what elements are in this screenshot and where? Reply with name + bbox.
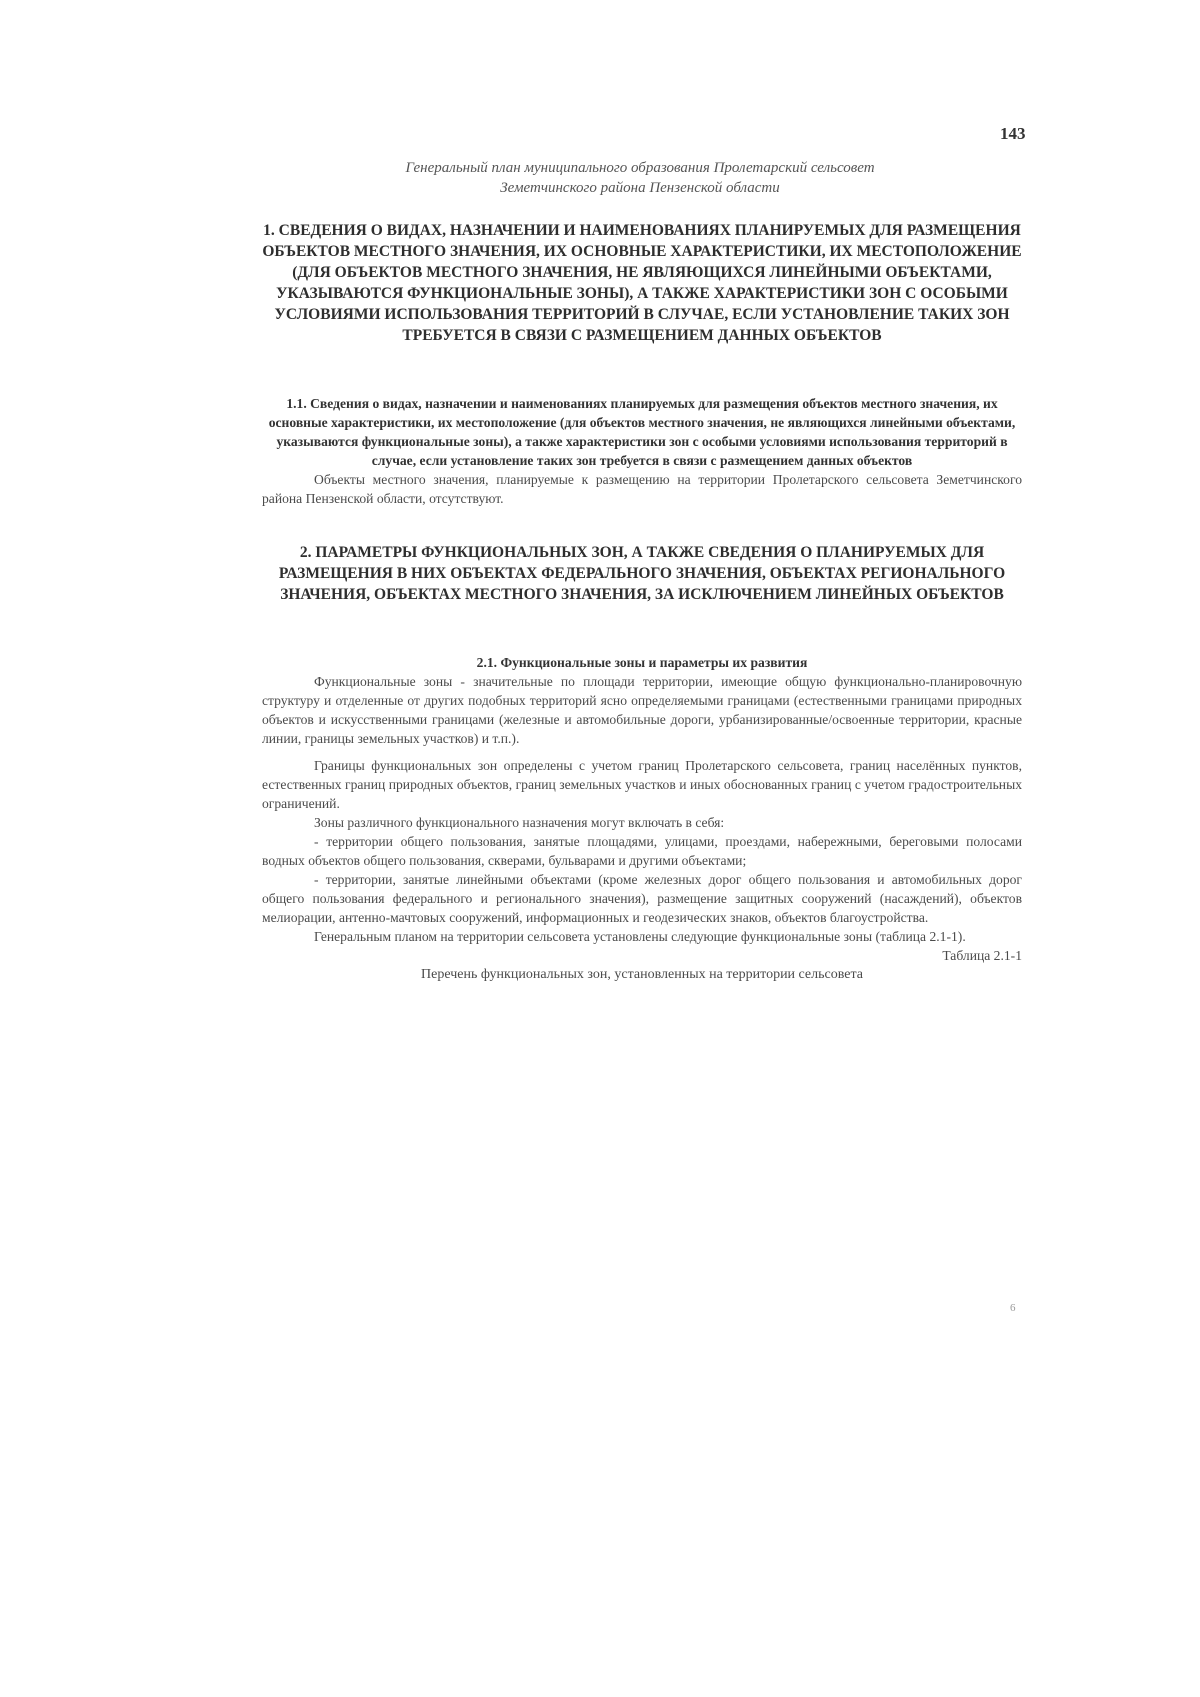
table-label: Таблица 2.1-1 <box>942 948 1022 963</box>
section-1-title: 1. СВЕДЕНИЯ О ВИДАХ, НАЗНАЧЕНИИ И НАИМЕНОВАНИЯХ ПЛАНИРУЕМЫХ ДЛЯ РАЗМЕЩЕНИЯ ОБЪЕКТОВ МЕСТНОГО ЗНАЧЕНИЯ, ИХ ОСНОВНЫЕ ХАРАКТЕРИСТИКИ, ИХ МЕСТОПОЛОЖЕНИЕ (ДЛЯ ОБЪЕКТОВ МЕСТНОГО ЗНАЧЕНИЯ, НЕ ЯВЛЯЮЩИХСЯ ЛИНЕЙНЫМИ ОБЪЕКТАМИ, УКАЗЫВАЮТСЯ ФУНКЦИОНАЛЬНЫЕ ЗОНЫ), А ТАКЖЕ ХАРАКТЕРИСТИКИ ЗОН С ОСОБЫМИ УСЛОВИЯМИ ИСПОЛЬЗОВАНИЯ ТЕРРИТОРИЙ В СЛУЧАЕ, ЕСЛИ УСТАНОВЛЕНИЕ ТАКИХ ЗОН ТРЕБУЕТСЯ В СВЯЗИ С РАЗМЕЩЕНИЕМ ДАННЫХ ОБЪЕКТОВ <box>262 222 1022 344</box>
section-2-title: 2. ПАРАМЕТРЫ ФУНКЦИОНАЛЬНЫХ ЗОН, А ТАКЖЕ СВЕДЕНИЯ О ПЛАНИРУЕМЫХ ДЛЯ РАЗМЕЩЕНИЯ В НИХ ОБЪЕКТАХ ФЕДЕРАЛЬНОГО ЗНАЧЕНИЯ, ОБЪЕКТАХ РЕГИОНАЛЬНОГО ЗНАЧЕНИЯ, ОБЪЕКТАХ МЕСТНОГО ЗНАЧЕНИЯ, ЗА ИСКЛЮЧЕНИЕМ ЛИНЕЙНЫХ ОБЪЕКТОВ <box>278 544 1006 603</box>
section-2-paragraph-4: Генеральным планом на территории сельсовета установлены следующие функциональные зоны (таблица 2.1-1). <box>314 929 966 944</box>
document-body <box>262 220 1022 984</box>
running-header <box>260 158 1020 198</box>
corner-mark: 6 <box>1010 1302 1016 1314</box>
running-header-line-2: Земетчинского района Пензенской области <box>500 180 780 196</box>
table-title: Перечень функциональных зон, установленных на территории сельсовета <box>421 967 863 982</box>
list-item-2: - территории, занятые линейными объектами (кроме железных дорог общего пользования и автомобильных дорог общего пользования федерального и регионального значения), размещение защитных сооружений (насаждений), объектов мелиорации, антенно-мачтовых сооружений, информационных и геодезических знаков, объектов благоустройства. <box>262 872 1022 925</box>
section-2-paragraph-1: Функциональные зоны - значительные по площади территории, имеющие общую функционально-планировочную структуру и отделенные от других подобных территорий ясно определяемыми границами (естественными границами природных объектов и искусственными границами (железные и автомобильные дороги, урбанизированные/освоенные территории, красные линии, границы земельных участков) и т.п.). <box>262 674 1022 746</box>
section-2-paragraph-2: Границы функциональных зон определены с учетом границ Пролетарского сельсовета, границ населённых пунктов, естественных границ природных объектов, границ земельных участков и иных обоснованных границ с учетом градостроительных ограничений. <box>262 758 1022 811</box>
section-1-paragraph: Объекты местного значения, планируемые к размещению на территории Пролетарского сельсовета Земетчинского района Пензенской области, отсутствуют. <box>262 472 1022 506</box>
section-2-paragraph-3: Зоны различного функционального назначения могут включать в себя: <box>314 815 725 830</box>
list-item-1: - территории общего пользования, занятые площадями, улицами, проездами, набережными, береговыми полосами водных объектов общего пользования, скверами, бульварами и другими объектами; <box>262 834 1022 868</box>
running-header-line-1: Генеральный план муниципального образования Пролетарский сельсовет <box>405 160 875 176</box>
subsection-1-1-title: 1.1. Сведения о видах, назначении и наименованиях планируемых для размещения объектов местного значения, их основные характеристики, их местоположение (для объектов местного значения, не являющихся линейными объектами, указываются функциональные зоны), а также характеристики зон с особыми условиями использования территорий в случае, если установление таких зон требуется в связи с размещением данных объектов <box>268 396 1016 468</box>
page-number: 143 <box>1000 124 1026 143</box>
subsection-2-1-title: 2.1. Функциональные зоны и параметры их развития <box>476 655 808 670</box>
